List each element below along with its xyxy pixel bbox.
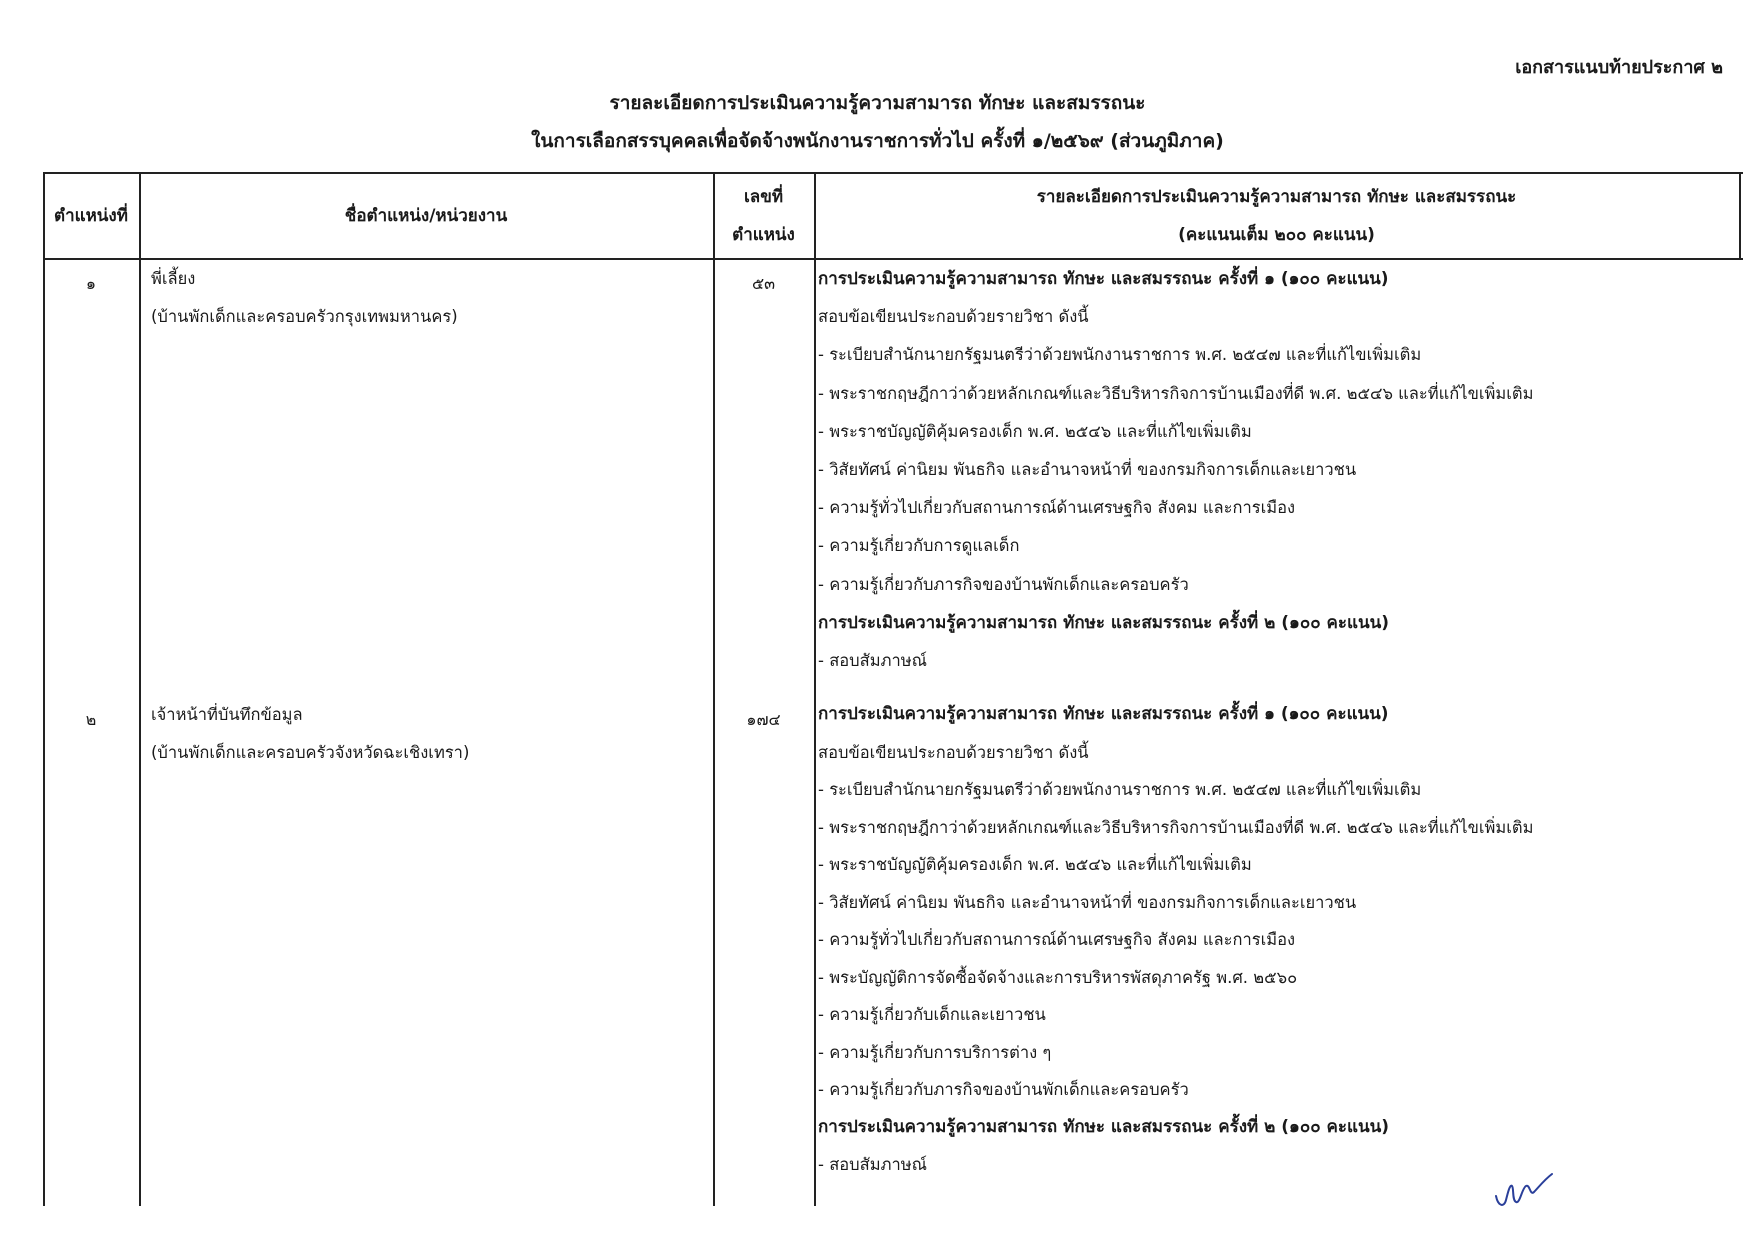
row-1-unit: (บ้านพักเด็กและครอบครัวกรุงเทพมหานคร) — [151, 307, 458, 326]
row-2-details — [818, 696, 1735, 1184]
row-2-round2-item: - สอบสัมภาษณ์ — [818, 1155, 927, 1174]
row-2-position — [151, 696, 469, 772]
row-1-round1-heading: การประเมินความรู้ความสามารถ ทักษะ และสมรรถนะ ครั้งที่ ๑ (๑๐๐ คะแนน) — [818, 269, 1389, 289]
row-1-details — [818, 260, 1735, 680]
header-details: รายละเอียดการประเมินความรู้ความสามารถ ทักษะ และสมรรถนะ (คะแนนเต็ม ๒๐๐ คะแนน) — [1036, 187, 1517, 245]
subject-item: - พระราชกฤษฎีกาว่าด้วยหลักเกณฑ์และวิธีบริหารกิจการบ้านเมืองที่ดี พ.ศ. ๒๕๔๖ และที่แก้ไขเพิ่มเติม — [818, 383, 1534, 403]
header-position-name: ชื่อตำแหน่ง/หน่วยงาน — [344, 206, 508, 226]
subject-item: - วิสัยทัศน์ ค่านิยม พันธกิจ และอำนาจหน้าที่ ของกรมกิจการเด็กและเยาวชน — [818, 892, 1357, 912]
subject-item: - ความรู้เกี่ยวกับการดูแลเด็ก — [818, 536, 1020, 556]
row-2-position-name: เจ้าหน้าที่บันทึกข้อมูล — [151, 705, 303, 724]
subject-item: - ความรู้เกี่ยวกับภารกิจของบ้านพักเด็กและครอบครัว — [818, 1080, 1189, 1099]
column-divider-3 — [814, 172, 816, 1206]
document-title: รายละเอียดการประเมินความรู้ความสามารถ ทักษะ และสมรรถนะ — [609, 92, 1146, 114]
subject-item: - พระราชกฤษฎีกาว่าด้วยหลักเกณฑ์และวิธีบริหารกิจการบ้านเมืองที่ดี พ.ศ. ๒๕๔๖ และที่แก้ไขเพิ่มเติม — [818, 817, 1534, 837]
header-position-number: เลขที่ ตำแหน่ง — [732, 187, 795, 245]
subject-item: - ความรู้เกี่ยวกับเด็กและเยาวชน — [818, 1005, 1046, 1024]
row-2-unit: (บ้านพักเด็กและครอบครัวจังหวัดฉะเชิงเทรา) — [151, 743, 470, 762]
document-subtitle: ในการเลือกสรรบุคคลเพื่อจัดจ้างพนักงานราชการทั่วไป ครั้งที่ ๑/๒๕๖๙ (ส่วนภูมิภาค) — [531, 130, 1224, 152]
subject-item: - ระเบียบสำนักนายกรัฐมนตรีว่าด้วยพนักงานราชการ พ.ศ. ๒๕๔๗ และที่แก้ไขเพิ่มเติม — [818, 345, 1422, 365]
row-1-round2-item: - สอบสัมภาษณ์ — [818, 651, 927, 671]
header-position-order: ตำแหน่งที่ — [54, 206, 128, 226]
subject-item: - วิสัยทัศน์ ค่านิยม พันธกิจ และอำนาจหน้าที่ ของกรมกิจการเด็กและเยาวชน — [818, 460, 1357, 480]
handwritten-signature — [1490, 1166, 1570, 1216]
table-left-border — [43, 172, 45, 1206]
assessment-table — [43, 172, 1743, 1206]
row-2-round1-heading: การประเมินความรู้ความสามารถ ทักษะ และสมรรถนะ ครั้งที่ ๑ (๑๐๐ คะแนน) — [818, 704, 1389, 724]
subject-item: - ความรู้เกี่ยวกับภารกิจของบ้านพักเด็กและครอบครัว — [818, 574, 1189, 594]
row-2-number: ๑๗๔ — [746, 710, 781, 729]
row-1-number: ๕๓ — [751, 274, 776, 293]
row-2-round2-heading: การประเมินความรู้ความสามารถ ทักษะ และสมรรถนะ ครั้งที่ ๒ (๑๐๐ คะแนน) — [818, 1116, 1389, 1137]
subject-item: - ความรู้เกี่ยวกับการบริการต่าง ๆ — [818, 1042, 1052, 1062]
row-1-round1-intro: สอบข้อเขียนประกอบด้วยรายวิชา ดังนี้ — [818, 307, 1089, 327]
column-divider-1 — [139, 172, 141, 1206]
column-divider-2 — [713, 172, 715, 1206]
row-1-round2-heading: การประเมินความรู้ความสามารถ ทักษะ และสมรรถนะ ครั้งที่ ๒ (๑๐๐ คะแนน) — [818, 612, 1389, 633]
subject-item: - ความรู้ทั่วไปเกี่ยวกับสถานการณ์ด้านเศรษฐกิจ สังคม และการเมือง — [818, 498, 1296, 518]
subject-item: - ระเบียบสำนักนายกรัฐมนตรีว่าด้วยพนักงานราชการ พ.ศ. ๒๕๔๗ และที่แก้ไขเพิ่มเติม — [818, 780, 1422, 799]
subject-item: - พระราชบัญญัติคุ้มครองเด็ก พ.ศ. ๒๕๔๖ และที่แก้ไขเพิ่มเติม — [818, 855, 1252, 874]
table-right-border — [1739, 172, 1741, 260]
row-1-order: ๑ — [85, 274, 97, 293]
row-1-position — [151, 260, 458, 336]
row-2-order: ๒ — [85, 710, 97, 729]
annex-label: เอกสารแนบท้ายประกาศ ๒ — [1515, 57, 1723, 78]
subject-item: - พระราชบัญญัติคุ้มครองเด็ก พ.ศ. ๒๕๔๖ และที่แก้ไขเพิ่มเติม — [818, 421, 1252, 441]
subject-item: - ความรู้ทั่วไปเกี่ยวกับสถานการณ์ด้านเศรษฐกิจ สังคม และการเมือง — [818, 930, 1296, 949]
row-1-position-name: พี่เลี้ยง — [151, 269, 196, 288]
subject-item: - พระบัญญัติการจัดซื้อจัดจ้างและการบริหารพัสดุภาครัฐ พ.ศ. ๒๕๖๐ — [818, 967, 1298, 987]
row-2-round1-intro: สอบข้อเขียนประกอบด้วยรายวิชา ดังนี้ — [818, 742, 1089, 762]
